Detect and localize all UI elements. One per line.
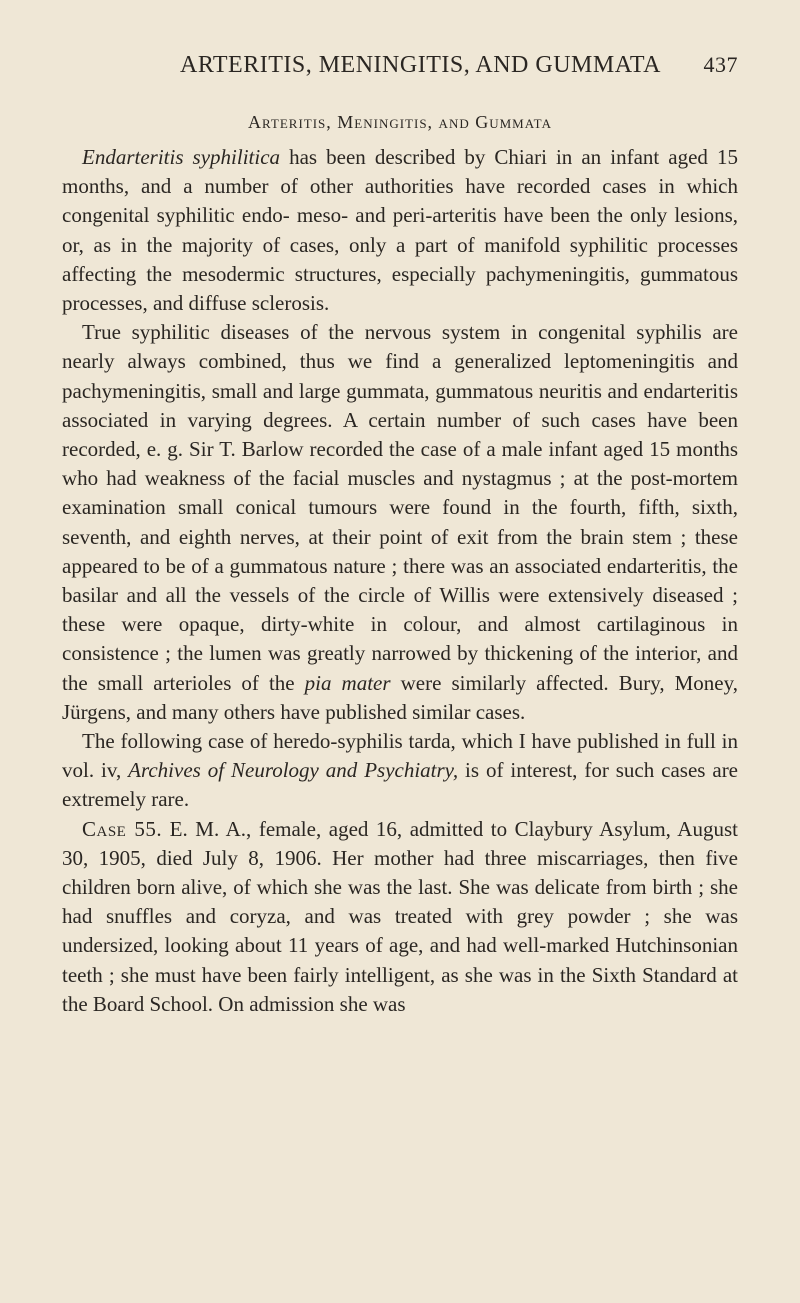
paragraph-text: True syphilitic diseases of the nervous system in congenital syphilis are nearly always combined, thus we find a generalized leptomeningitis and pachymeningitis, small and large gummata, gummatous neuritis and endarteritis associated in varying degrees. A certain number of such cases have been recorded, e. g. Sir T. Barlow recorded the case of a male infant aged 15 months who had weakness of the facial muscles and nystagmus ; at the post-mortem examination small conical tumours were found in the fourth, fifth, sixth, seventh, and eighth nerves, at their point of exit from the brain stem ; these appeared to be of a gummatous nature ; there was an associated endarteritis, the basilar and all the vessels of the circle of Willis were extensively diseased ; these were opaque, dirty-white in colour, and almost cartilaginous in consistence ; the lumen was greatly narrowed by thickening of the interior, and the small arterioles of the bbox=[62, 320, 738, 695]
journal-title: Archives of Neurology and Psychiatry, bbox=[128, 758, 459, 783]
paragraph-combined-diseases bbox=[62, 318, 738, 727]
page-number: 437 bbox=[703, 52, 738, 77]
paragraph-text: were similarly affected. Bury, Money, Jürgens, and many others have published similar cases. bbox=[62, 670, 739, 724]
paragraph-text: is of interest, for such cases are extremely rare. bbox=[62, 758, 739, 812]
paragraph-endarteritis bbox=[62, 143, 738, 318]
paragraph-text: has been described by Chiari in an infant aged 15 months, and a number of other authorities have recorded cases in which congenital syphilitic endo- meso- and peri-arteritis have been the only lesions, or, as in the majority of cases, only a part of manifold syphilitic processes affecting the mesodermic structures, especially pachymeningitis, gummatous processes, and diffuse sclerosis. bbox=[62, 145, 738, 316]
paragraph-heredo-syphilis bbox=[62, 727, 738, 815]
paragraph-text: The following case of heredo-syphilis tarda, which I have published in full in vol. iv, bbox=[62, 729, 738, 783]
running-head bbox=[62, 52, 738, 79]
paragraph-case-55 bbox=[62, 815, 738, 1019]
paragraph-text: E. M. A., female, aged 16, admitted to Claybury Asylum, August 30, 1905, died July 8, 1906. Her mother had three miscarriages, then five children born alive, of which she was the last. She was delicate from birth ; she had snuffles and coryza, and was treated with grey powder ; she was undersized, looking about 11 years of age, and had well-marked Hutchinsonian teeth ; she must have been fairly intelligent, as she was in the Sixth Standard at the Board School. On admission she was bbox=[62, 816, 738, 1016]
section-heading: Arteritis, Meningitis, and Gummata bbox=[248, 112, 552, 132]
running-head-title: ARTERITIS, MENINGITIS, AND GUMMATA bbox=[180, 52, 661, 78]
case-label: Case 55. bbox=[82, 816, 163, 841]
body-text bbox=[62, 143, 738, 1019]
italic-term: Endarteritis syphilitica bbox=[82, 145, 281, 169]
italic-term: pia mater bbox=[304, 670, 391, 695]
